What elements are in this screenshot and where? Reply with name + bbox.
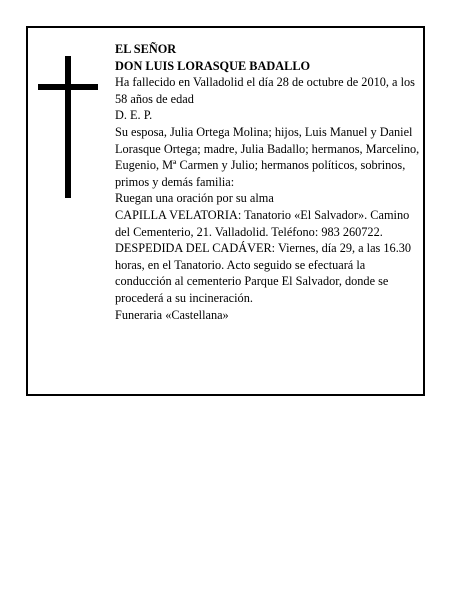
prayer-request: Ruegan una oración por su alma <box>115 191 274 206</box>
family-list: Su esposa, Julia Ortega Molina; hijos, Luis Manuel y Daniel Lorasque Ortega; madre, Julia Badallo; hermanos, Marcelino, Eugenio, Mª Carmen y Julio; hermanos políticos, sobrinos, primos y demás familia: <box>115 124 420 189</box>
deceased-name: DON LUIS LORASQUE BADALLO <box>115 58 311 73</box>
funeral-home: Funeraria «Castellana» <box>115 307 229 322</box>
obituary-text <box>115 41 423 323</box>
chapel-info: CAPILLA VELATORIA: Tanatorio «El Salvador». Camino del Cementerio, 21. Valladolid. Teléfono: 983 260722. <box>115 207 410 239</box>
notice-title: EL SEÑOR <box>115 42 177 56</box>
cross-horizontal-bar <box>38 84 98 90</box>
farewell-info: DESPEDIDA DEL CADÁVER: Viernes, día 29, a las 16.30 horas, en el Tanatorio. Acto seguido se efectuará la conducción al cementerio Parque El Salvador, donde se procederá a su incineración. <box>115 241 412 305</box>
cross-vertical-bar <box>65 56 71 198</box>
rip-line: D. E. P. <box>115 108 153 123</box>
obituary-notice <box>26 26 425 396</box>
death-statement: Ha fallecido en Valladolid el día 28 de octubre de 2010, a los 58 años de edad <box>115 75 415 106</box>
